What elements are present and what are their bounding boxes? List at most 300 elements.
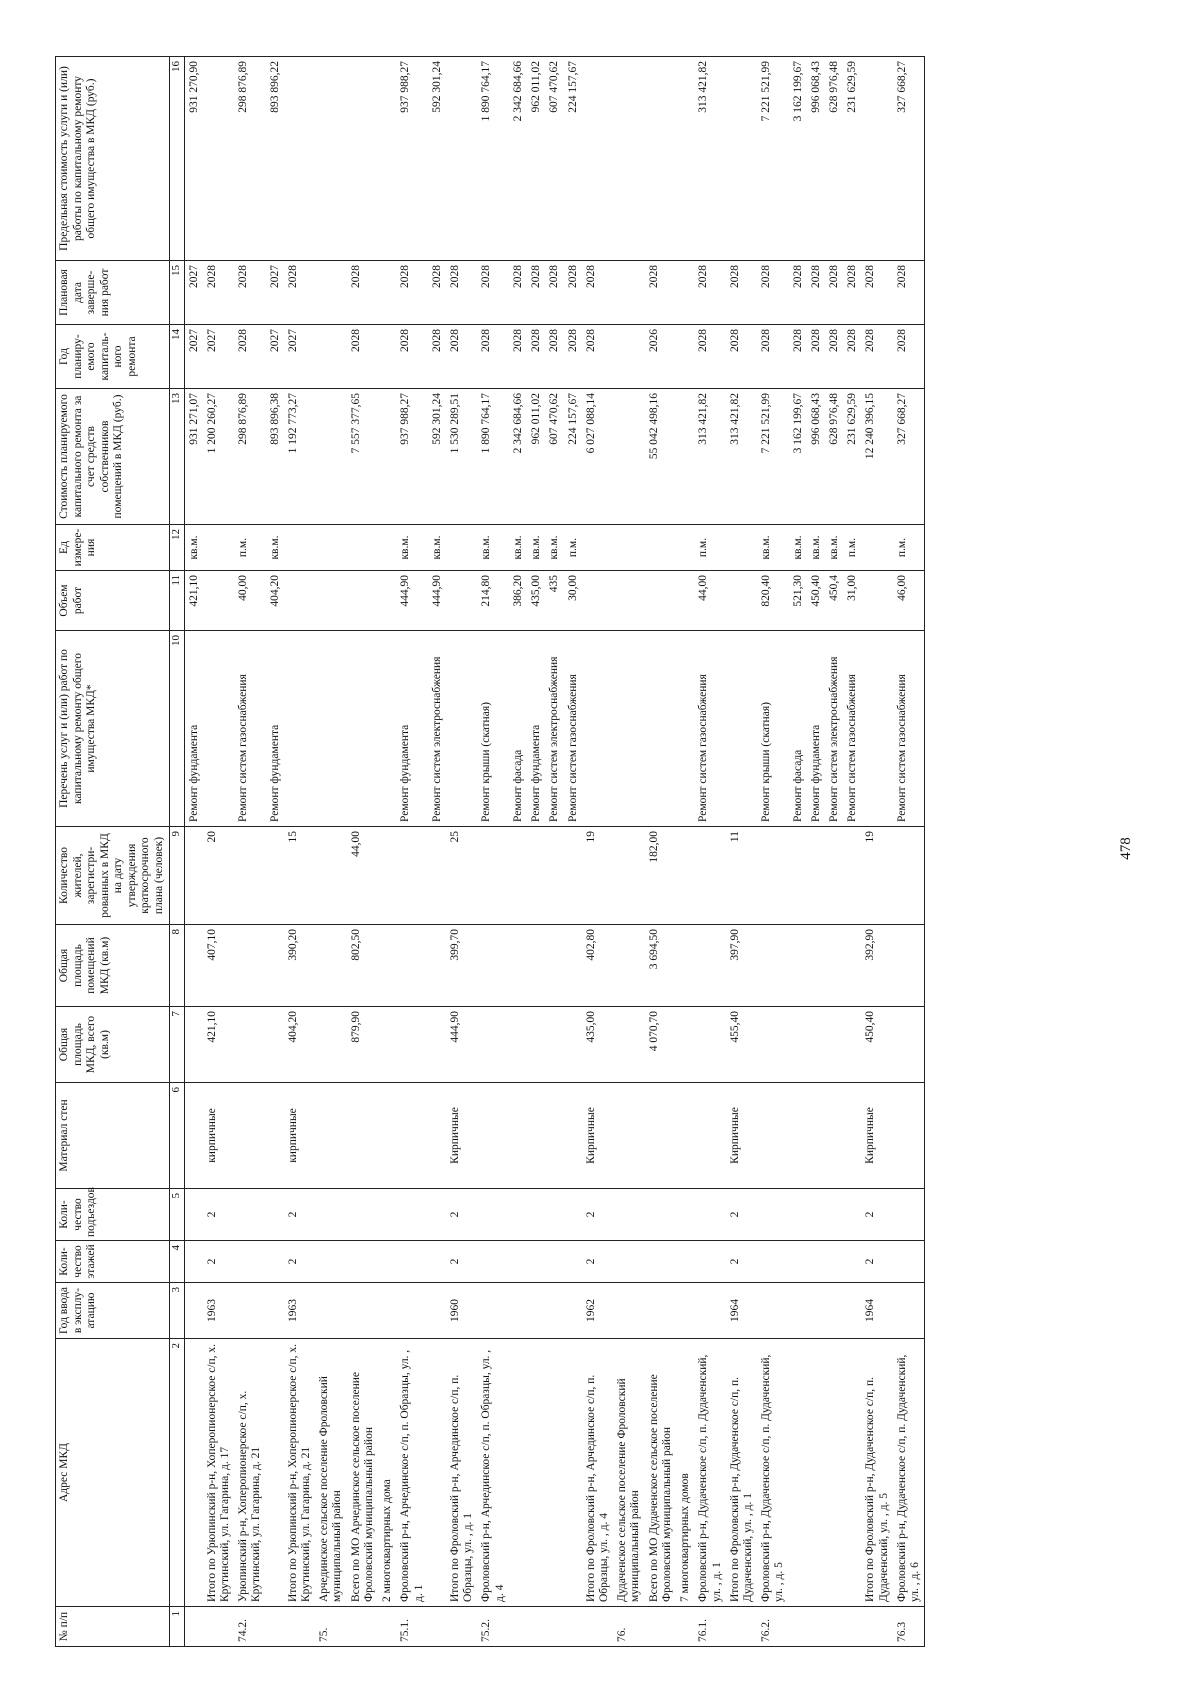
cell-c8 bbox=[184, 925, 203, 1007]
cell-c2 bbox=[545, 1339, 563, 1607]
cell-c15: 2028 bbox=[893, 261, 925, 325]
cell-c10: Ремонт фундамента bbox=[396, 631, 427, 827]
cell-c16: 607 470,62 bbox=[545, 57, 563, 261]
cell-c5 bbox=[757, 1189, 788, 1241]
cell-c11 bbox=[645, 571, 676, 631]
cell-c9 bbox=[807, 827, 825, 925]
cell-c14: 2028 bbox=[694, 325, 725, 389]
cell-c6: Кирпичные bbox=[446, 1083, 477, 1189]
cell-c11: 444,90 bbox=[428, 571, 446, 631]
cell-c7 bbox=[613, 1007, 644, 1083]
cell-c5 bbox=[676, 1189, 694, 1241]
column-number: 14 bbox=[169, 325, 184, 389]
cell-c8 bbox=[807, 925, 825, 1007]
cell-c3 bbox=[315, 1283, 346, 1339]
cell-c14: 2028 bbox=[893, 325, 925, 389]
cell-c13: 224 157,67 bbox=[564, 389, 582, 525]
cell-c13: 962 011,02 bbox=[527, 389, 545, 525]
cell-c13: 6 027 088,14 bbox=[582, 389, 613, 525]
cell-c12: кв.м. bbox=[825, 525, 843, 571]
cell-c8: 397,90 bbox=[726, 925, 757, 1007]
cell-c11 bbox=[378, 571, 396, 631]
cell-c8 bbox=[893, 925, 925, 1007]
cell-c11 bbox=[861, 571, 892, 631]
cell-c14: 2028 bbox=[509, 325, 527, 389]
cell-c13 bbox=[676, 389, 694, 525]
cell-c11 bbox=[315, 571, 346, 631]
cell-c7: 4 070,70 bbox=[645, 1007, 676, 1083]
cell-c6 bbox=[757, 1083, 788, 1189]
cell-c2: 2 многоквартирных дома bbox=[378, 1339, 396, 1607]
cell-c3 bbox=[676, 1283, 694, 1339]
cell-c1 bbox=[676, 1607, 694, 1647]
cell-c9 bbox=[676, 827, 694, 925]
cell-c6 bbox=[266, 1083, 284, 1189]
cell-c1 bbox=[807, 1607, 825, 1647]
cell-c1: 75.2. bbox=[477, 1607, 508, 1647]
column-number: 11 bbox=[169, 571, 184, 631]
cell-c14: 2027 bbox=[184, 325, 203, 389]
cell-c8 bbox=[428, 925, 446, 1007]
cell-c16: 937 988,27 bbox=[396, 57, 427, 261]
cell-c6: кирпичные bbox=[284, 1083, 315, 1189]
cell-c5 bbox=[396, 1189, 427, 1241]
cell-c13 bbox=[378, 389, 396, 525]
table-row bbox=[378, 57, 396, 1647]
cell-c8 bbox=[825, 925, 843, 1007]
cell-c15: 2028 bbox=[446, 261, 477, 325]
cell-c3 bbox=[893, 1283, 925, 1339]
cell-c11: 44,00 bbox=[694, 571, 725, 631]
cell-c11: 435 bbox=[545, 571, 563, 631]
cell-c1: 74.2. bbox=[234, 1607, 265, 1647]
cell-c4 bbox=[694, 1241, 725, 1283]
cell-c4 bbox=[428, 1241, 446, 1283]
cell-c5 bbox=[266, 1189, 284, 1241]
header-cell: Плановая дата заверше-ния работ bbox=[56, 261, 170, 325]
cell-c5 bbox=[184, 1189, 203, 1241]
cell-c8 bbox=[843, 925, 861, 1007]
cell-c3 bbox=[613, 1283, 644, 1339]
cell-c2: Итого по Фроловский р-н, Арчединское с/п, п. Образцы, ул. , д. 4 bbox=[582, 1339, 613, 1607]
cell-c13: 996 068,43 bbox=[807, 389, 825, 525]
cell-c6 bbox=[564, 1083, 582, 1189]
column-number: 5 bbox=[169, 1189, 184, 1241]
cell-c11 bbox=[203, 571, 234, 631]
cell-c9 bbox=[757, 827, 788, 925]
cell-c15: 2028 bbox=[477, 261, 508, 325]
cell-c4 bbox=[234, 1241, 265, 1283]
cell-c8: 802,50 bbox=[347, 925, 378, 1007]
header-cell: Количество жителей, зарегистри-рованных в МКД на дату утверждения краткосрочного плана (человек) bbox=[56, 827, 170, 925]
column-number-row bbox=[169, 57, 184, 1647]
cell-c10 bbox=[315, 631, 346, 827]
cell-c4 bbox=[527, 1241, 545, 1283]
cell-c4 bbox=[564, 1241, 582, 1283]
cell-c2: Фроловский р-н, Арчединское с/п, п. Образцы, ул. , д. 4 bbox=[477, 1339, 508, 1607]
cell-c5: 2 bbox=[203, 1189, 234, 1241]
cell-c7 bbox=[428, 1007, 446, 1083]
table-row bbox=[843, 57, 861, 1647]
cell-c16: 1 890 764,17 bbox=[477, 57, 508, 261]
cell-c13: 931 271,07 bbox=[184, 389, 203, 525]
table-row bbox=[509, 57, 527, 1647]
cell-c5 bbox=[645, 1189, 676, 1241]
cell-c10: Ремонт систем электроснабжения bbox=[825, 631, 843, 827]
cell-c16 bbox=[378, 57, 396, 261]
cell-c11 bbox=[676, 571, 694, 631]
cell-c14 bbox=[613, 325, 644, 389]
cell-c15: 2028 bbox=[428, 261, 446, 325]
cell-c5 bbox=[347, 1189, 378, 1241]
cell-c10 bbox=[284, 631, 315, 827]
cell-c3 bbox=[234, 1283, 265, 1339]
column-number: 1 bbox=[169, 1607, 184, 1647]
cell-c7 bbox=[396, 1007, 427, 1083]
cell-c15 bbox=[315, 261, 346, 325]
table-body bbox=[184, 57, 925, 1647]
cell-c6 bbox=[428, 1083, 446, 1189]
cell-c8 bbox=[564, 925, 582, 1007]
cell-c12: п.м. bbox=[694, 525, 725, 571]
cell-c10 bbox=[378, 631, 396, 827]
cell-c15: 2028 bbox=[757, 261, 788, 325]
cell-c13: 937 988,27 bbox=[396, 389, 427, 525]
header-cell: Адрес МКД bbox=[56, 1339, 170, 1607]
cell-c1 bbox=[446, 1607, 477, 1647]
cell-c4 bbox=[378, 1241, 396, 1283]
cell-c16 bbox=[645, 57, 676, 261]
cell-c1 bbox=[428, 1607, 446, 1647]
cell-c16: 893 896,22 bbox=[266, 57, 284, 261]
cell-c15: 2028 bbox=[284, 261, 315, 325]
cell-c4: 2 bbox=[446, 1241, 477, 1283]
cell-c9 bbox=[789, 827, 807, 925]
cell-c13: 2 342 684,66 bbox=[509, 389, 527, 525]
cell-c16 bbox=[203, 57, 234, 261]
column-number: 12 bbox=[169, 525, 184, 571]
cell-c3 bbox=[378, 1283, 396, 1339]
cell-c15: 2028 bbox=[726, 261, 757, 325]
cell-c7 bbox=[315, 1007, 346, 1083]
cell-c9 bbox=[694, 827, 725, 925]
cell-c6 bbox=[477, 1083, 508, 1189]
cell-c10 bbox=[645, 631, 676, 827]
cell-c5 bbox=[825, 1189, 843, 1241]
cell-c8 bbox=[378, 925, 396, 1007]
cell-c11 bbox=[284, 571, 315, 631]
cell-c6 bbox=[347, 1083, 378, 1189]
table-row bbox=[807, 57, 825, 1647]
cell-c11: 521,30 bbox=[789, 571, 807, 631]
cell-c11: 421,10 bbox=[184, 571, 203, 631]
column-number: 9 bbox=[169, 827, 184, 925]
table-row bbox=[757, 57, 788, 1647]
cell-c5 bbox=[234, 1189, 265, 1241]
cell-c13: 231 629,59 bbox=[843, 389, 861, 525]
cell-c12 bbox=[676, 525, 694, 571]
column-number: 7 bbox=[169, 1007, 184, 1083]
cell-c7: 435,00 bbox=[582, 1007, 613, 1083]
header-cell: Ед измере-ния bbox=[56, 525, 170, 571]
cell-c16: 628 976,48 bbox=[825, 57, 843, 261]
cell-c12 bbox=[378, 525, 396, 571]
cell-c7: 421,10 bbox=[203, 1007, 234, 1083]
cell-c13: 1 192 773,27 bbox=[284, 389, 315, 525]
cell-c10: Ремонт систем электроснабжения bbox=[545, 631, 563, 827]
cell-c2: Фроловский р-н, Дудаченское с/п, п. Дудаченский, ул. , д. 6 bbox=[893, 1339, 925, 1607]
table-row bbox=[184, 57, 203, 1647]
cell-c15 bbox=[613, 261, 644, 325]
cell-c6: Кирпичные bbox=[861, 1083, 892, 1189]
cell-c9 bbox=[396, 827, 427, 925]
table-row bbox=[726, 57, 757, 1647]
cell-c1 bbox=[284, 1607, 315, 1647]
cell-c13: 592 301,24 bbox=[428, 389, 446, 525]
cell-c7 bbox=[184, 1007, 203, 1083]
cell-c9: 19 bbox=[582, 827, 613, 925]
cell-c12 bbox=[613, 525, 644, 571]
cell-c15: 2028 bbox=[694, 261, 725, 325]
cell-c12: п.м. bbox=[234, 525, 265, 571]
cell-c12 bbox=[582, 525, 613, 571]
cell-c15: 2028 bbox=[396, 261, 427, 325]
cell-c4 bbox=[893, 1241, 925, 1283]
cell-c14: 2028 bbox=[789, 325, 807, 389]
cell-c9: 19 bbox=[861, 827, 892, 925]
cell-c7 bbox=[694, 1007, 725, 1083]
cell-c13: 7 557 377,65 bbox=[347, 389, 378, 525]
cell-c11 bbox=[446, 571, 477, 631]
cell-c14: 2028 bbox=[726, 325, 757, 389]
cell-c1: 75.1. bbox=[396, 1607, 427, 1647]
cell-c10: Ремонт фундамента bbox=[184, 631, 203, 827]
header-row bbox=[56, 57, 170, 1647]
cell-c10: Ремонт систем газоснабжения bbox=[694, 631, 725, 827]
cell-c14: 2028 bbox=[347, 325, 378, 389]
cell-c7 bbox=[545, 1007, 563, 1083]
cell-c8 bbox=[396, 925, 427, 1007]
cell-c4 bbox=[807, 1241, 825, 1283]
cell-c15: 2027 bbox=[184, 261, 203, 325]
cell-c6 bbox=[545, 1083, 563, 1189]
header-cell: Коли-чество подъездов bbox=[56, 1189, 170, 1241]
cell-c5 bbox=[428, 1189, 446, 1241]
cell-c14 bbox=[315, 325, 346, 389]
cell-c7 bbox=[234, 1007, 265, 1083]
cell-c4: 2 bbox=[203, 1241, 234, 1283]
cell-c4 bbox=[184, 1241, 203, 1283]
cell-c6 bbox=[613, 1083, 644, 1189]
cell-c8: 392,90 bbox=[861, 925, 892, 1007]
cell-c3: 1960 bbox=[446, 1283, 477, 1339]
cell-c8: 3 694,50 bbox=[645, 925, 676, 1007]
cell-c1 bbox=[843, 1607, 861, 1647]
table-row bbox=[284, 57, 315, 1647]
cell-c11: 450,40 bbox=[807, 571, 825, 631]
column-number: 13 bbox=[169, 389, 184, 525]
cell-c5: 2 bbox=[446, 1189, 477, 1241]
cell-c12 bbox=[347, 525, 378, 571]
cell-c3 bbox=[184, 1283, 203, 1339]
cell-c8: 402,80 bbox=[582, 925, 613, 1007]
cell-c13: 313 421,82 bbox=[694, 389, 725, 525]
table-row bbox=[789, 57, 807, 1647]
cell-c3 bbox=[428, 1283, 446, 1339]
cell-c15 bbox=[676, 261, 694, 325]
header-cell: № п/п bbox=[56, 1607, 170, 1647]
cell-c14: 2028 bbox=[757, 325, 788, 389]
cell-c12 bbox=[446, 525, 477, 571]
cell-c15: 2028 bbox=[564, 261, 582, 325]
header-cell: Коли-чество этажей bbox=[56, 1241, 170, 1283]
table-row bbox=[428, 57, 446, 1647]
cell-c8 bbox=[509, 925, 527, 1007]
cell-c16: 313 421,82 bbox=[694, 57, 725, 261]
cell-c3: 1963 bbox=[203, 1283, 234, 1339]
cell-c12: кв.м. bbox=[509, 525, 527, 571]
cell-c16 bbox=[726, 57, 757, 261]
table-row bbox=[825, 57, 843, 1647]
cell-c4 bbox=[347, 1241, 378, 1283]
cell-c16: 298 876,89 bbox=[234, 57, 265, 261]
cell-c2: Итого по Фроловский р-н, Дудаченское с/п, п. Дудаченский, ул. , д. 1 bbox=[726, 1339, 757, 1607]
table-row bbox=[645, 57, 676, 1647]
header-cell: Общая площадь помещений МКД (кв.м) bbox=[56, 925, 170, 1007]
column-number: 15 bbox=[169, 261, 184, 325]
cell-c10: Ремонт фундамента bbox=[266, 631, 284, 827]
table-row bbox=[396, 57, 427, 1647]
cell-c9: 20 bbox=[203, 827, 234, 925]
cell-c5: 2 bbox=[582, 1189, 613, 1241]
table-row bbox=[564, 57, 582, 1647]
cell-c2 bbox=[509, 1339, 527, 1607]
cell-c7 bbox=[789, 1007, 807, 1083]
cell-c11 bbox=[347, 571, 378, 631]
cell-c10: Ремонт систем газоснабжения bbox=[893, 631, 925, 827]
cell-c12 bbox=[315, 525, 346, 571]
cell-c12: п.м. bbox=[893, 525, 925, 571]
cell-c1 bbox=[726, 1607, 757, 1647]
cell-c15: 2028 bbox=[789, 261, 807, 325]
cell-c3 bbox=[347, 1283, 378, 1339]
cell-c9 bbox=[234, 827, 265, 925]
cell-c16 bbox=[676, 57, 694, 261]
cell-c14: 2028 bbox=[807, 325, 825, 389]
cell-c10: Ремонт систем электроснабжения bbox=[428, 631, 446, 827]
cell-c14: 2028 bbox=[396, 325, 427, 389]
cell-c8 bbox=[676, 925, 694, 1007]
cell-c2 bbox=[807, 1339, 825, 1607]
cell-c4 bbox=[613, 1241, 644, 1283]
cell-c12: кв.м. bbox=[757, 525, 788, 571]
cell-c5 bbox=[378, 1189, 396, 1241]
cell-c14: 2026 bbox=[645, 325, 676, 389]
cell-c13: 313 421,82 bbox=[726, 389, 757, 525]
column-number: 10 bbox=[169, 631, 184, 827]
table-row bbox=[582, 57, 613, 1647]
cell-c14 bbox=[378, 325, 396, 389]
table-row bbox=[676, 57, 694, 1647]
cell-c1 bbox=[527, 1607, 545, 1647]
cell-c14: 2028 bbox=[428, 325, 446, 389]
cell-c16: 231 629,59 bbox=[843, 57, 861, 261]
cell-c2: Итого по Фроловский р-н, Арчединское с/п, п. Образцы, ул. , д. 1 bbox=[446, 1339, 477, 1607]
cell-c15: 2028 bbox=[545, 261, 563, 325]
cell-c8 bbox=[757, 925, 788, 1007]
cell-c13: 55 042 498,16 bbox=[645, 389, 676, 525]
cell-c12: п.м. bbox=[564, 525, 582, 571]
cell-c11: 40,00 bbox=[234, 571, 265, 631]
cell-c7 bbox=[378, 1007, 396, 1083]
cell-c11: 435,00 bbox=[527, 571, 545, 631]
cell-c6 bbox=[378, 1083, 396, 1189]
cell-c14: 2028 bbox=[234, 325, 265, 389]
cell-c3 bbox=[789, 1283, 807, 1339]
cell-c4 bbox=[645, 1241, 676, 1283]
cell-c16: 962 011,02 bbox=[527, 57, 545, 261]
cell-c15: 2028 bbox=[861, 261, 892, 325]
cell-c1 bbox=[545, 1607, 563, 1647]
cell-c9 bbox=[428, 827, 446, 925]
cell-c8 bbox=[527, 925, 545, 1007]
cell-c12 bbox=[726, 525, 757, 571]
cell-c15 bbox=[378, 261, 396, 325]
cell-c13: 298 876,89 bbox=[234, 389, 265, 525]
cell-c8 bbox=[315, 925, 346, 1007]
cell-c7 bbox=[477, 1007, 508, 1083]
cell-c10: Ремонт фундамента bbox=[527, 631, 545, 827]
cell-c3: 1962 bbox=[582, 1283, 613, 1339]
cell-c3 bbox=[527, 1283, 545, 1339]
cell-c13: 327 668,27 bbox=[893, 389, 925, 525]
cell-c10: Ремонт фасада bbox=[789, 631, 807, 827]
cell-c1: 76. bbox=[613, 1607, 644, 1647]
cell-c9 bbox=[315, 827, 346, 925]
column-number: 8 bbox=[169, 925, 184, 1007]
table-row bbox=[861, 57, 892, 1647]
cell-c1 bbox=[825, 1607, 843, 1647]
cell-c12: кв.м. bbox=[266, 525, 284, 571]
cell-c6: Кирпичные bbox=[726, 1083, 757, 1189]
cell-c14: 2028 bbox=[545, 325, 563, 389]
cell-c10 bbox=[582, 631, 613, 827]
cell-c1: 76.1. bbox=[694, 1607, 725, 1647]
table-row bbox=[527, 57, 545, 1647]
cell-c13 bbox=[315, 389, 346, 525]
cell-c9: 182,00 bbox=[645, 827, 676, 925]
cell-c1 bbox=[203, 1607, 234, 1647]
cell-c1 bbox=[378, 1607, 396, 1647]
cell-c15: 2028 bbox=[509, 261, 527, 325]
cell-c15: 2028 bbox=[582, 261, 613, 325]
cell-c7 bbox=[825, 1007, 843, 1083]
cell-c12 bbox=[284, 525, 315, 571]
cell-c7 bbox=[266, 1007, 284, 1083]
cell-c3 bbox=[477, 1283, 508, 1339]
cell-c8: 407,10 bbox=[203, 925, 234, 1007]
cell-c3 bbox=[564, 1283, 582, 1339]
cell-c8 bbox=[234, 925, 265, 1007]
cell-c5 bbox=[527, 1189, 545, 1241]
cell-c6: кирпичные bbox=[203, 1083, 234, 1189]
cell-c10: Ремонт крыши (скатная) bbox=[477, 631, 508, 827]
column-number: 16 bbox=[169, 57, 184, 261]
cell-c16 bbox=[582, 57, 613, 261]
cell-c6 bbox=[645, 1083, 676, 1189]
cell-c14: 2028 bbox=[564, 325, 582, 389]
cell-c2: Всего по МО Арчединское сельское поселение Фроловский муниципальный район bbox=[347, 1339, 378, 1607]
